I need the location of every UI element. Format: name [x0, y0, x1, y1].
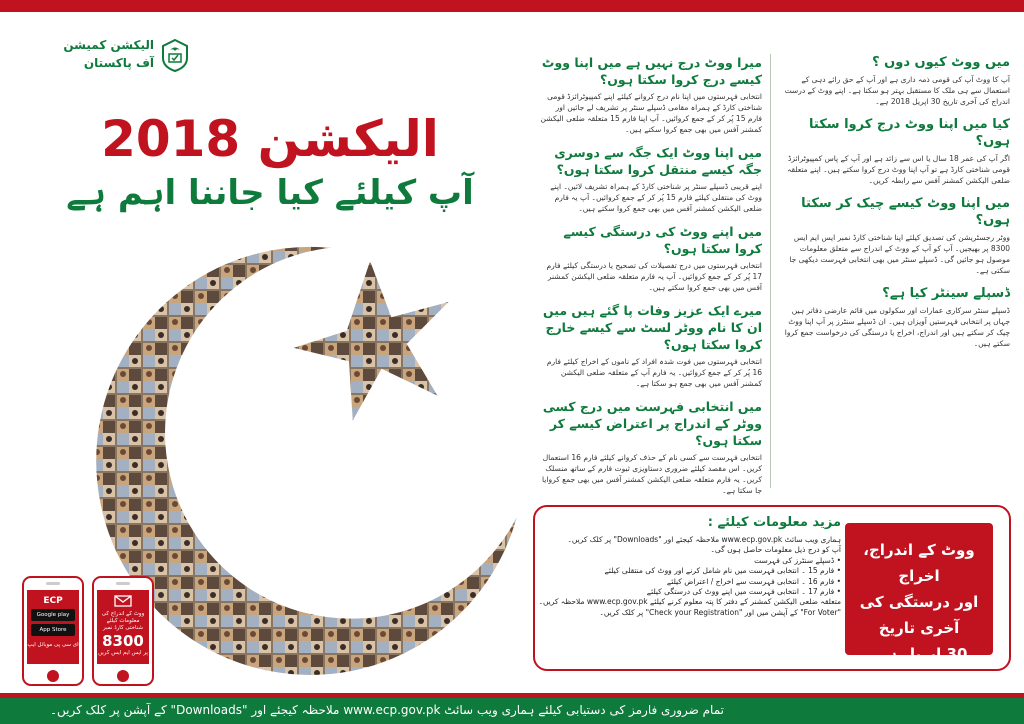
phone-ecp-app: [22, 576, 84, 686]
footer-text: تمام ضروری فارمز کی دستیابی کیلئے ہماری ویب سائٹ www.ecp.gov.pk ملاحظہ کیجئے اور "Downloads" کے آپشن پر کلک کریں۔: [50, 703, 724, 717]
phone-sms-8300: [92, 576, 154, 686]
google-play-badge[interactable]: Google play: [31, 609, 75, 621]
faq-answer: اپنے قریبی ڈسپلے سنٹر پر شناختی کارڈ کے ہمراہ تشریف لائیں۔ اپنے ووٹ کی منتقلی کیلئے فارم 15 پُر کر کے جمع کروائیں۔ آپ یہ فارم ضلعی الیکشن کمشنر آفس میں بھی جمع کروا سکتے ہیں۔: [550, 182, 762, 213]
faq-answer: ووٹر رجسٹریشن کی تصدیق کیلئے اپنا شناختی کارڈ نمبر ایس ایم ایس 8300 پر بھیجیں۔ آپ کو آپ کے ووٹ کے اندراج سے متعلق معلومات موصول ہو جائیں گی۔ ڈسپلے سنٹر میں بھی انتخابی فہرست دیکھی جا سکتی ہے۔: [789, 233, 1010, 275]
faq-answer: انتخابی فہرستوں میں درج تفصیلات کی تصحیح یا درستگی کیلئے فارم 17 پُر کر کے جمع کروائیں۔ آپ یہ فارم متعلقہ ضلعی الیکشن کمشنر آفس میں بھی جمع کروا سکتے ہیں۔: [546, 261, 762, 292]
sms-caption-top: ووٹ کے اندراج کی معلومات کیلئے شناختی کارڈ نمبر: [101, 611, 145, 631]
faq-question: میرا ووٹ درج نہیں ہے میں اپنا ووٹ کیسے درج کروا سکتا ہوں؟: [541, 55, 762, 87]
faq-question: کیا میں اپنا ووٹ درج کروا سکتا ہوں؟: [809, 117, 1010, 149]
crescent-star-collage: [90, 238, 530, 678]
faq-item: [540, 144, 762, 214]
deadline-box: [845, 523, 993, 663]
app-store-badge[interactable]: App Store: [31, 624, 75, 636]
more-info-title: مزید معلومات کیلئے :: [707, 515, 841, 530]
faq-answer: ڈسپلے سنٹر سرکاری عمارات اور سکولوں میں قائم عارضی دفاتر ہیں جہاں پر انتخابی فہرستیں آویزاں ہیں۔ ان ڈسپلے سنٹرز پر آپ اپنا ووٹ چیک کر سکتے ہیں اور اندراج، اخراج یا درستگی کی درخواست جمع کروا سکتے ہیں۔: [784, 306, 1010, 348]
phone-notch: [46, 582, 60, 585]
logo-line-2: آف پاکستان: [83, 56, 154, 70]
faq-question: میں انتخابی فہرست میں درج کسی ووٹر کے اندراج پر اعتراض کیسے کر سکتا ہوں؟: [542, 399, 762, 448]
more-info-list: [538, 535, 841, 618]
phone-notch: [116, 582, 130, 585]
more-info-box: [533, 505, 1011, 671]
deadline-line-1: ووٹ کے اندراج، اخراج: [863, 541, 975, 585]
ecp-emblem-icon: [160, 38, 190, 72]
deadline-line-2: اور درستگی کی آخری تاریخ: [859, 593, 979, 637]
phone-home-button: [117, 670, 129, 682]
faq-column-right: [778, 54, 1010, 358]
info-line: • فارم 17 ۔ انتخابی فہرست میں اپنے ووٹ کی درستگی کیلئے: [646, 587, 841, 597]
ecp-brand: ECP: [43, 596, 63, 606]
phone-home-button: [47, 670, 59, 682]
faq-item: [778, 195, 1010, 276]
sms-number: 8300: [102, 632, 144, 650]
logo-line-1: الیکشن کمیشن: [63, 38, 154, 52]
footer-red-stripe: [0, 693, 1024, 698]
faq-answer: انتخابی فہرست سے کسی نام کے حذف کروانے کیلئے فارم 16 استعمال کریں۔ اس مقصد کیلئے ضروری دستاویزی ثبوت فارم کے ساتھ منسلک کریں۔ یہ فارم متعلقہ ضلعی الیکشن کمشنر آفس میں بھی جمع کروایا جا سکتا ہے۔: [542, 453, 762, 495]
info-line: • فارم 16 ۔ انتخابی فہرست سے اخراج / اعتراض کیلئے: [666, 576, 841, 586]
faq-column-middle: [540, 54, 762, 505]
info-line: • ڈسپلے سنٹرز کی فہرست: [754, 555, 841, 565]
headline-election-2018: الیکشن 2018: [101, 110, 439, 168]
ecp-logo: [60, 36, 190, 76]
faq-item: [778, 116, 1010, 186]
top-red-bar: [0, 0, 1024, 12]
faq-question: میں اپنا ووٹ ایک جگہ سے دوسری جگہ کیسے منتقل کروا سکتا ہوں؟: [554, 145, 762, 177]
info-line: متعلقہ ضلعی الیکشن کمشنر کے دفتر کا پتہ معلوم کرنے کیلئے www.ecp.gov.pk ملاحظہ کریں۔: [538, 597, 841, 607]
info-line: "For Voter" کے آپشن میں اور "Check your Registration" پر کلک کریں۔: [599, 607, 841, 617]
faq-item: [540, 54, 762, 135]
column-divider: [770, 54, 771, 488]
phone-screen: [97, 590, 149, 664]
info-line: • فارم 15 ۔ انتخابی فہرست میں نام شامل کرنے اور ووٹ کی منتقلی کیلئے: [604, 566, 841, 576]
faq-item: [540, 398, 762, 496]
faq-item: [540, 223, 762, 293]
faq-question: میں اپنے ووٹ کی درستگی کیسے کروا سکتا ہوں؟: [563, 224, 762, 256]
info-line: ہماری ویب سائٹ www.ecp.gov.pk ملاحظہ کیجئے اور "Downloads" پر کلک کریں۔: [567, 535, 841, 544]
faq-item: [778, 54, 1010, 107]
faq-item: [778, 285, 1010, 349]
app-caption: ای سی پی موبائل ایپ: [27, 642, 79, 648]
info-line: آپ کو درج ذیل معلومات حاصل ہوں گی۔: [710, 545, 841, 555]
faq-item: [540, 302, 762, 389]
footer-bar: [0, 698, 1024, 724]
faq-question: میں ووٹ کیوں دوں ؟: [872, 55, 1010, 70]
deadline-line-3: 30 اپریل ہے۔: [870, 645, 968, 663]
faq-question: ڈسپلے سینٹر کیا ہے؟: [882, 286, 1010, 301]
headline-subtitle: آپ کیلئے کیا جاننا اہم ہے: [66, 173, 474, 213]
faq-question: میں اپنا ووٹ کیسے چیک کر سکتا ہوں؟: [801, 196, 1010, 228]
faq-answer: آپ کا ووٹ آپ کی قومی ذمہ داری ہے اور آپ کے حق رائے دہی کے استعمال سے ہی ملک کا مستقبل بہتر ہو سکتا ہے۔ اپنے ووٹ کے درست اندراج کی آخری تاریخ 30 اپریل 2018 ہے۔: [784, 75, 1010, 106]
phone-screen: [27, 590, 79, 664]
faq-answer: اگر آپ کی عمر 18 سال یا اس سے زائد ہے اور آپ کے پاس کمپیوٹرائزڈ قومی شناختی کارڈ ہے تو آپ اپنا ووٹ درج کروا سکتے ہیں۔ اپنے متعلقہ ضلعی الیکشن کمشنر آفس سے رابطہ کریں۔: [787, 154, 1010, 185]
faq-answer: انتخابی فہرستوں میں فوت شدہ افراد کے ناموں کے اخراج کیلئے فارم 16 پُر کر کے جمع کروائیں۔ یہ فارم آپ کے متعلقہ ضلعی الیکشن کمشنر آفس میں بھی جمع ہو سکتا ہے۔: [546, 357, 762, 388]
crescent-shape: [95, 246, 520, 676]
envelope-icon: [114, 595, 132, 607]
star-shape: [290, 258, 452, 424]
sms-caption-bottom: پر ایس ایم ایس کریں: [98, 650, 148, 656]
faq-answer: انتخابی فہرستوں میں اپنا نام درج کروانے کیلئے اپنے کمپیوٹرائزڈ قومی شناختی کارڈ کے ہمراہ مقامی ڈسپلے سنٹر پر تشریف لے جائیں اور فارم 15 پُر کر کے جمع کروائیں۔ آپ اپنا فارم 15 متعلقہ ضلعی الیکشن کمشنر آفس میں بھی جمع کروا سکتے ہیں۔: [540, 92, 762, 134]
faq-question: میرے ایک عزیز وفات پا گئے ہیں میں ان کا نام ووٹر لسٹ سے کیسے خارج کروا سکتا ہوں؟: [542, 303, 762, 352]
